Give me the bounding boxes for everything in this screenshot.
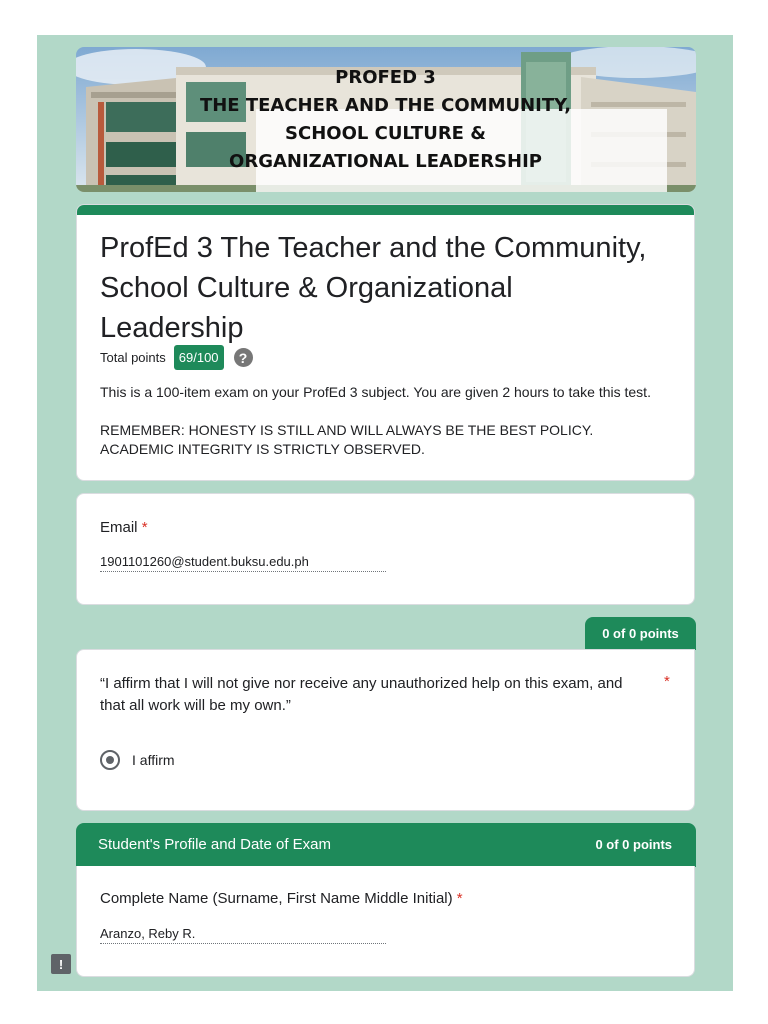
banner-line-4: ORGANIZATIONAL LEADERSHIP: [229, 151, 542, 172]
radio-selected-icon[interactable]: [100, 750, 120, 770]
section-points: 0 of 0 points: [595, 837, 672, 852]
total-points-badge: 69/100: [174, 345, 224, 370]
email-field[interactable]: 1901101260@student.buksu.edu.ph: [100, 554, 386, 572]
affirm-question-card: [76, 649, 695, 811]
required-asterisk: *: [456, 890, 463, 907]
name-label: [100, 890, 463, 907]
help-icon[interactable]: ?: [234, 348, 253, 367]
required-asterisk: *: [141, 519, 148, 536]
affirm-question: “I affirm that I will not give nor receive any unauthorized help on this exam, and that all work will be my own.”: [100, 675, 623, 714]
required-asterisk: *: [664, 673, 670, 690]
name-field[interactable]: Aranzo, Reby R.: [100, 926, 386, 944]
section-header: [76, 823, 696, 867]
form-title: ProfEd 3 The Teacher and the Community, School Culture & Organizational Leadership: [100, 232, 647, 344]
affirm-points-tab: 0 of 0 points: [585, 617, 696, 650]
banner-line-1: PROFED 3: [335, 67, 436, 88]
form-title-card: [76, 204, 695, 481]
banner-line-3: SCHOOL CULTURE &: [285, 123, 486, 144]
affirm-option-label: I affirm: [132, 752, 175, 768]
name-question-card: [76, 866, 695, 977]
form-description: This is a 100-item exam on your ProfEd 3 subject. You are given 2 hours to take this test.: [100, 384, 651, 400]
accent-bar: [77, 205, 694, 215]
form-reminder: REMEMBER: HONESTY IS STILL AND WILL ALWAYS BE THE BEST POLICY. ACADEMIC INTEGRITY IS STRICTLY OBSERVED.: [100, 422, 594, 457]
email-question-card: [76, 493, 695, 605]
affirm-option[interactable]: [100, 750, 175, 770]
banner-line-2: THE TEACHER AND THE COMMUNITY,: [199, 95, 572, 116]
name-label-text: Complete Name (Surname, First Name Middle Initial): [100, 890, 453, 907]
total-points-label: Total points: [100, 350, 166, 365]
email-label: [100, 519, 148, 536]
feedback-icon[interactable]: !: [51, 954, 71, 974]
banner-title: [180, 62, 591, 178]
section-title: Student's Profile and Date of Exam: [98, 836, 331, 853]
email-label-text: Email: [100, 519, 138, 536]
total-points: [100, 345, 253, 370]
